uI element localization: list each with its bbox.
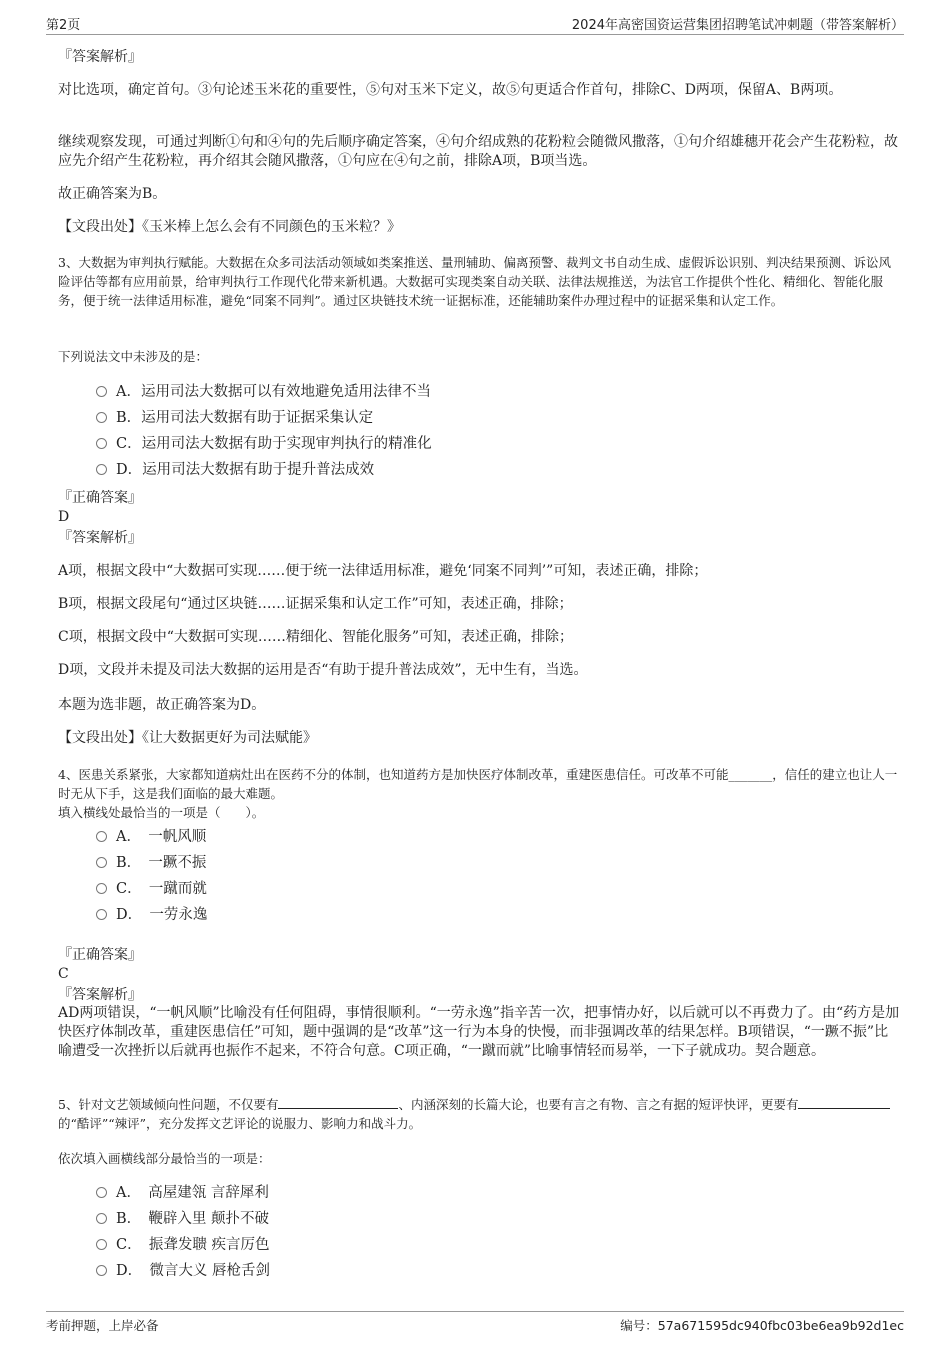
radio-icon[interactable] xyxy=(96,1239,107,1250)
q4-stem: 4、医患关系紧张，大家都知道病灶出在医药不分的体制，也知道药方是加快医疗体制改革，重建医患信任。可改革不可能_______，信任的建立也让人一时无从下手，这是我们面临的最大难题。 xyxy=(58,767,898,801)
q3-analysis-a: A项，根据文段中“大数据可实现……便于统一法律适用标准，避免‘同案不同判’”可知，表述正确，排除； xyxy=(58,563,708,579)
q4-option-b[interactable]: B． 一蹶不振 xyxy=(96,853,206,873)
radio-icon[interactable] xyxy=(96,909,107,920)
radio-icon[interactable] xyxy=(96,386,107,397)
radio-icon[interactable] xyxy=(96,1213,107,1224)
q5-option-a[interactable]: A． 高屋建瓴 言辞犀利 xyxy=(96,1183,269,1203)
q3-analysis-conclusion: 本题为选非题，故正确答案为D。 xyxy=(58,697,266,713)
q4-answer: C xyxy=(58,966,69,982)
q3-option-c[interactable]: C．运用司法大数据有助于实现审判执行的精准化 xyxy=(96,434,432,454)
q3-question: 下列说法文中未涉及的是： xyxy=(58,349,209,364)
radio-icon[interactable] xyxy=(96,438,107,449)
q3-option-a[interactable]: A．运用司法大数据可以有效地避免适用法律不当 xyxy=(96,382,431,402)
q5-option-b[interactable]: B． 鞭辟入里 颠扑不破 xyxy=(96,1209,269,1229)
radio-icon[interactable] xyxy=(96,464,107,475)
q2-analysis-label: 『答案解析』 xyxy=(58,49,142,65)
radio-icon[interactable] xyxy=(96,1265,107,1276)
q2-analysis-p3: 故正确答案为B。 xyxy=(58,186,167,202)
q2-source: 【文段出处】《玉米棒上怎么会有不同颜色的玉米粒？》 xyxy=(58,219,401,235)
q2-analysis-p1: 对比选项，确定首句。③句论述玉米花的重要性，⑤句对玉米下定义，故⑤句更适合作首句，排除C、D两项，保留A、B两项。 xyxy=(58,82,843,98)
q4-question: 填入横线处最恰当的一项是（ ）。 xyxy=(58,805,265,820)
document-title: 2024年高密国资运营集团招聘笔试冲刺题（带答案解析） xyxy=(571,18,904,33)
q4-option-d[interactable]: D． 一劳永逸 xyxy=(96,905,207,925)
q3-answer: D xyxy=(58,509,70,525)
page-header xyxy=(46,12,904,35)
q3-stem: 3、大数据为审判执行赋能。大数据在众多司法活动领域如类案推送、量刑辅助、偏离预警、裁判文书自动生成、虚假诉讼识别、判决结果预测、诉讼风险评估等都有应用前景，给审判执行工作现代化带来新机遇。大数据可实现类案自动关联、法律法规推送，为法官工作提供个性化、精细化、智能化服务，便于统一法律适用标准，避免“同案不同判”。通过区块链技术统一证据标准，还能辅助案件办理过程中的证据采集和认定工作。 xyxy=(58,255,891,308)
q4-answer-label: 『正确答案』 xyxy=(58,947,142,963)
radio-icon[interactable] xyxy=(96,857,107,868)
q3-analysis-label: 『答案解析』 xyxy=(58,530,142,546)
q5-option-c[interactable]: C． 振聋发聩 疾言厉色 xyxy=(96,1235,269,1255)
q3-option-b[interactable]: B．运用司法大数据有助于证据采集认定 xyxy=(96,408,373,428)
q4-option-c[interactable]: C． 一蹴而就 xyxy=(96,879,207,899)
page-number: 第2页 xyxy=(46,18,81,33)
q3-analysis-d: D项，文段并未提及司法大数据的运用是否“有助于提升普法成效”，无中生有，当选。 xyxy=(58,662,588,678)
radio-icon[interactable] xyxy=(96,412,107,423)
footer-slogan: 考前押题，上岸必备 xyxy=(46,1318,159,1333)
radio-icon[interactable] xyxy=(96,1187,107,1198)
radio-icon[interactable] xyxy=(96,883,107,894)
fill-blank-1 xyxy=(278,1095,398,1109)
q4-analysis: AD两项错误，“一帆风顺”比喻没有任何阻碍，事情很顺利。“一劳永逸”指辛苦一次，把事情办好，以后就可以不再费力了。由“药方是加快医疗体制改革，重建医患信任”可知，题中强调的是“改革”这一行为本身的快慢，而非强调改革的结果怎样。B项错误，“一蹶不振”比喻遭受一次挫折以后就再也振作不起来，不符合句意。C项正确，“一蹴而就”比喻事情轻而易举，一下子就成功。契合题意。 xyxy=(58,1005,900,1059)
fill-blank-2 xyxy=(798,1095,890,1109)
q3-answer-label: 『正确答案』 xyxy=(58,490,142,506)
q3-source: 【文段出处】《让大数据更好为司法赋能》 xyxy=(58,730,317,746)
q5-stem: 5、针对文艺领域倾向性问题，不仅要有 、内涵深刻的长篇大论，也要有言之有物、言之有据的短评快评，更要有的“酷评”“辣评”，充分发挥文艺评论的说服力、影响力和战斗力。 xyxy=(58,1095,900,1133)
q3-option-d[interactable]: D．运用司法大数据有助于提升普法成效 xyxy=(96,460,374,480)
q5-question: 依次填入画横线部分最恰当的一项是： xyxy=(58,1151,271,1166)
q3-analysis-b: B项，根据文段尾句“通过区块链……证据采集和认定工作”可知，表述正确，排除； xyxy=(58,596,573,612)
page-footer xyxy=(46,1311,904,1334)
q4-analysis-label: 『答案解析』 xyxy=(58,987,142,1003)
q2-analysis-p2: 继续观察发现，可通过判断①句和④句的先后顺序确定答案，④句介绍成熟的花粉粒会随微风撒落，①句介绍雄穗开花会产生花粉粒，故应先介绍产生花粉粒，再介绍其会随风撒落，①句应在④句之前，排除A项，B项当选。 xyxy=(58,134,898,169)
q3-analysis-c: C项，根据文段中“大数据可实现……精细化、智能化服务”可知，表述正确，排除； xyxy=(58,629,574,645)
radio-icon[interactable] xyxy=(96,831,107,842)
document-code: 编号：57a671595dc940fbc03be6ea9b92d1ec xyxy=(620,1318,904,1333)
q5-option-d[interactable]: D． 微言大义 唇枪舌剑 xyxy=(96,1261,270,1281)
q4-option-a[interactable]: A． 一帆风顺 xyxy=(96,827,206,847)
